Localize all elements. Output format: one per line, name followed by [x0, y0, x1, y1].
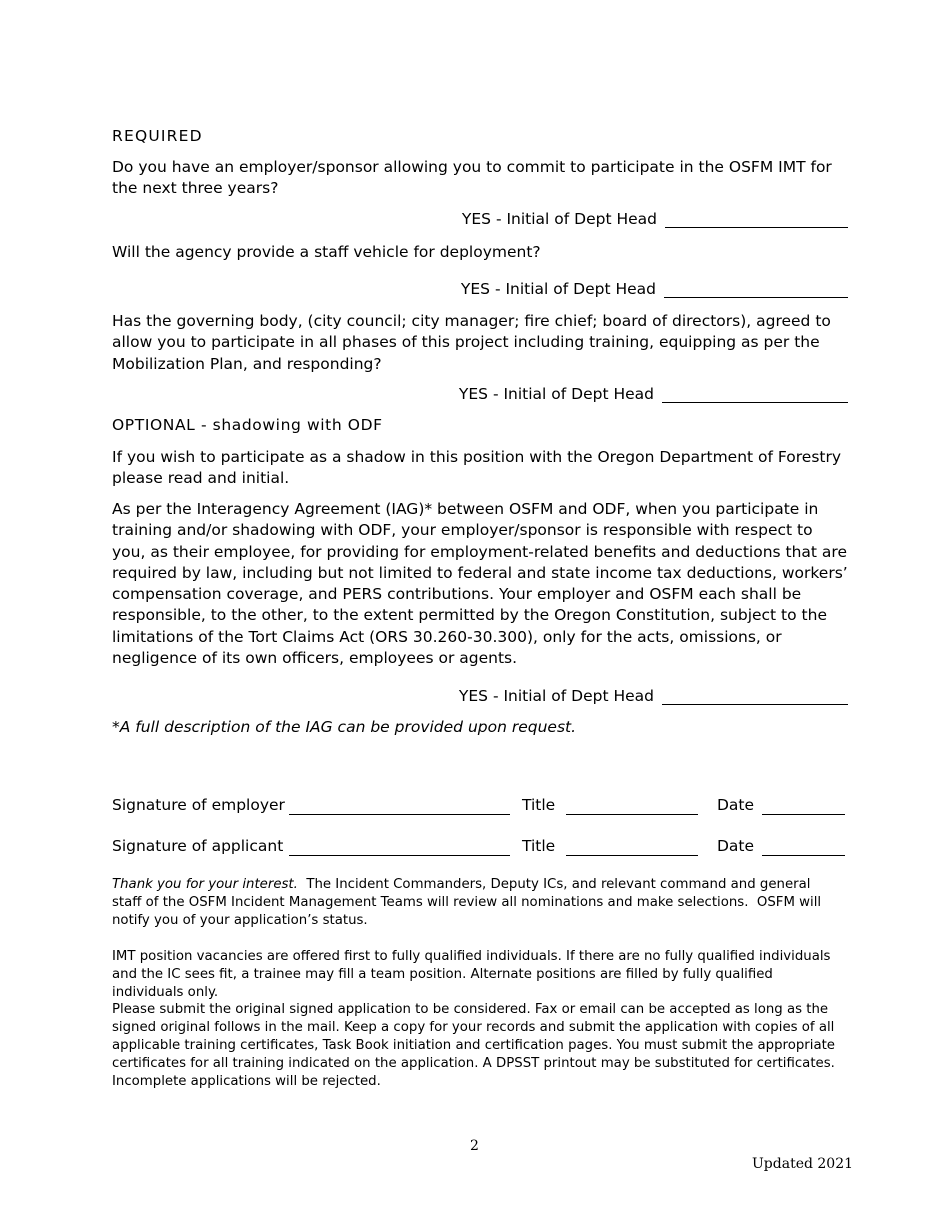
question-governing-body: Has the governing body, (city council; city manager; fire chief; board of directors), agreed to allow you to participate in all phases of this project including training, equipping as per the Mobilization Plan, and responding? — [112, 312, 831, 373]
applicant-date-label: Date — [717, 837, 755, 855]
applicant-signature-label: Signature of applicant — [112, 837, 284, 855]
employer-signature-label: Signature of employer — [112, 796, 285, 814]
employer-date-field[interactable] — [762, 798, 845, 815]
initial-row-2 — [461, 280, 848, 298]
initial-label: YES - Initial of Dept Head — [460, 280, 656, 298]
initial-row-3 — [459, 385, 848, 403]
updated-label: Updated 2021 — [752, 1156, 854, 1172]
applicant-signature-field[interactable] — [289, 839, 510, 856]
thank-you-lead: Thank you for your interest. — [112, 877, 298, 892]
initial-field-3[interactable] — [662, 386, 848, 403]
vacancies-paragraph: IMT position vacancies are offered first to fully qualified individuals. If there are no fully qualified individuals and the IC sees fit, a trainee may fill a team position. Alternate positions are filled by fully qualified individuals only. — [112, 949, 831, 1000]
submit-paragraph: Please submit the original signed application to be considered. Fax or email can be accepted as long as the signed original follows in the mail. Keep a copy for your records and submit the application with copies of all applicable training certificates, Task Book initiation and certification pages. You must submit the appropriate certificates for all training indicated on the application. A DPSST printout may be substituted for certificates. Incomplete applications will be rejected. — [112, 1002, 835, 1089]
question-staff-vehicle: Will the agency provide a staff vehicle for deployment? — [112, 243, 541, 261]
applicant-signature-row — [112, 837, 846, 861]
employer-title-field[interactable] — [566, 798, 698, 815]
initial-field-2[interactable] — [664, 281, 848, 298]
initial-field-1[interactable] — [665, 211, 848, 228]
initial-row-1 — [462, 210, 848, 228]
optional-heading: OPTIONAL - shadowing with ODF — [112, 416, 383, 434]
iag-paragraph: As per the Interagency Agreement (IAG)* between OSFM and ODF, when you participate in training and/or shadowing with ODF, your employer/sponsor is responsible with respect to you, as their employee, for providing for employment-related benefits and deductions that are required by law, including but not limited to federal and state income tax deductions, workers’ compensation coverage, and PERS contributions. Your employer and OSFM each shall be responsible, to the other, to the extent permitted by the Oregon Constitution, subject to the limitations of the Tort Claims Act (ORS 30.260-30.300), only for the acts, omissions, or negligence of its own officers, employees or agents. — [112, 500, 848, 668]
optional-intro: If you wish to participate as a shadow in this position with the Oregon Department of Forestry please read and initial. — [112, 448, 842, 488]
employer-title-label: Title — [522, 796, 556, 814]
question-employer-commit: Do you have an employer/sponsor allowing you to commit to participate in the OSFM IMT for the next three years? — [112, 158, 832, 198]
initial-label: YES - Initial of Dept Head — [458, 687, 654, 705]
initial-label: YES - Initial of Dept Head — [461, 210, 657, 228]
employer-date-label: Date — [717, 796, 755, 814]
applicant-title-label: Title — [522, 837, 556, 855]
page-number: 2 — [470, 1138, 479, 1154]
applicant-title-field[interactable] — [566, 839, 698, 856]
applicant-date-field[interactable] — [762, 839, 845, 856]
employer-signature-row — [112, 796, 846, 820]
initial-field-4[interactable] — [662, 688, 848, 705]
required-heading: REQUIRED — [112, 127, 203, 145]
employer-signature-field[interactable] — [289, 798, 510, 815]
thank-you-body: The Incident Commanders, Deputy ICs, and relevant command and general staff of the OSFM Incident Management Teams will review all nominations and make selections. OSFM will notify you of your application’s status. — [112, 877, 826, 928]
initial-row-4 — [459, 687, 848, 705]
thank-you-paragraph — [112, 876, 842, 930]
initial-label: YES - Initial of Dept Head — [458, 385, 654, 403]
iag-footnote: *A full description of the IAG can be provided upon request. — [112, 718, 577, 736]
